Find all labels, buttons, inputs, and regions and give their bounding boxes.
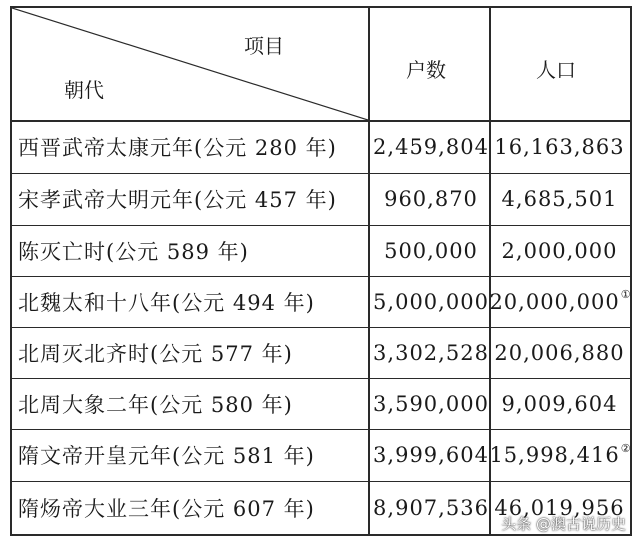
households-cell: 3,999,604	[373, 443, 489, 467]
population-value: 15,998,416	[489, 443, 620, 467]
source-watermark: 头条 @澳古说历史	[501, 515, 626, 533]
era-cell: 隋文帝开皇元年(公元 581 年)	[18, 444, 315, 468]
header-households: 户数	[406, 58, 446, 82]
era-cell: 西晋武帝太康元年(公元 280 年)	[18, 136, 337, 160]
population-table	[10, 6, 632, 536]
footnote-mark: ②	[620, 441, 631, 455]
households-cell: 8,907,536	[373, 495, 489, 520]
households-cell: 3,590,000	[373, 391, 489, 416]
population-value: 46,019,956	[494, 495, 625, 520]
footnote-mark: ①	[620, 288, 631, 301]
households-cell: 5,000,000	[373, 289, 489, 314]
era-cell: 北周大象二年(公元 580 年)	[18, 392, 293, 417]
population-cell	[490, 121, 630, 173]
households-cell: 960,870	[384, 187, 478, 211]
population-value: 20,006,880	[494, 340, 625, 365]
header-population: 人口	[536, 58, 576, 82]
era-cell: 北魏太和十八年(公元 494 年)	[18, 290, 315, 315]
era-cell: 陈灭亡时(公元 589 年)	[18, 239, 249, 264]
era-cell: 隋炀帝大业三年(公元 607 年)	[18, 496, 315, 521]
population-value: 16,163,863	[494, 135, 625, 159]
population-cell	[490, 378, 630, 429]
population-value: 9,009,604	[501, 391, 618, 416]
households-cell: 3,302,528	[373, 340, 489, 365]
population-value: 20,000,000	[489, 289, 620, 314]
population-value: 2,000,000	[501, 238, 618, 263]
column-divider	[368, 8, 370, 534]
population-cell	[490, 173, 630, 225]
era-cell: 北周灭北齐时(公元 577 年)	[18, 341, 293, 366]
header-dynasty: 朝代	[64, 78, 104, 102]
households-cell: 500,000	[384, 238, 478, 263]
population-cell	[490, 225, 630, 276]
header-diagonal-line	[12, 8, 368, 120]
population-cell	[490, 327, 630, 378]
population-value: 4,685,501	[501, 187, 618, 211]
population-cell	[490, 429, 630, 481]
population-cell	[490, 276, 630, 327]
households-cell: 2,459,804	[373, 135, 489, 159]
header-item: 项目	[244, 34, 284, 58]
era-cell: 宋孝武帝大明元年(公元 457 年)	[18, 188, 337, 212]
